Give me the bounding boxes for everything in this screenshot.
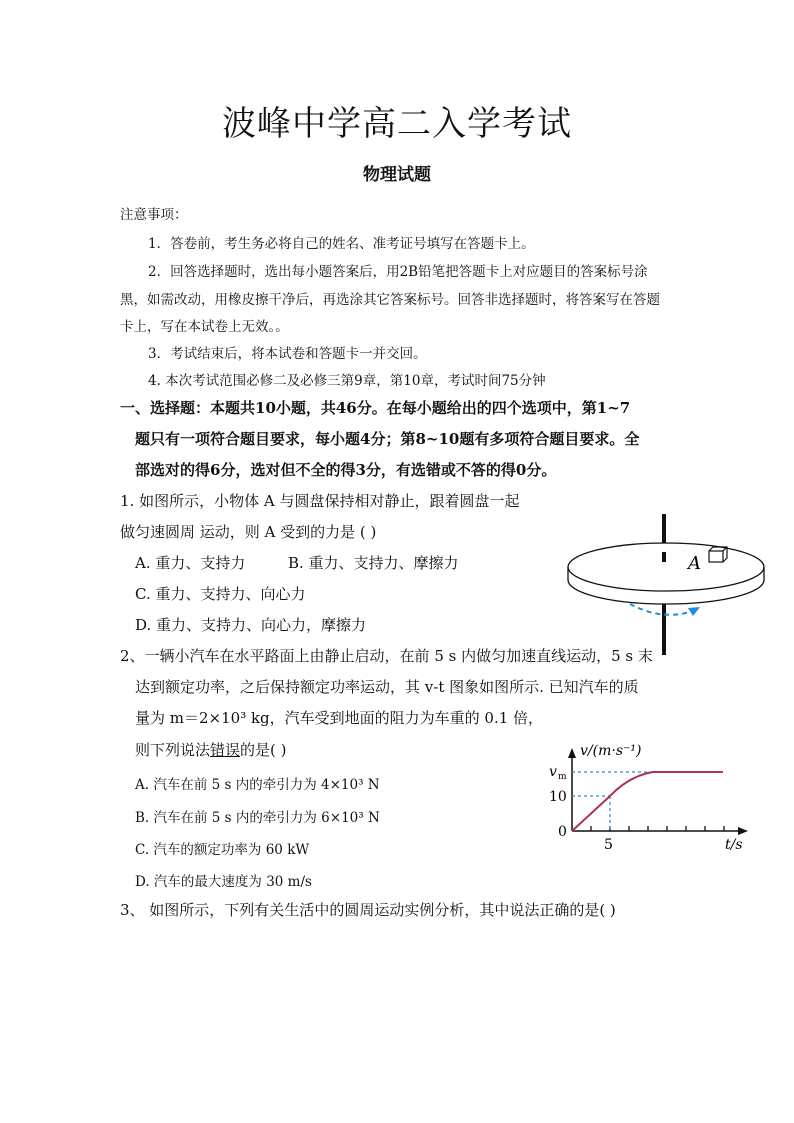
vt-graph	[545, 738, 760, 858]
q1-stem-line-2: 做匀速圆周 运动，则 A 受到的力是 ( )	[120, 523, 377, 541]
q2-option-b: B. 汽车在前 5 s 内的牵引力为 6×10³ N	[135, 810, 380, 826]
x-axis-arrow	[738, 827, 748, 835]
x-axis-label: t/s	[725, 837, 743, 853]
q1-option-b: B. 重力、支持力、摩擦力	[288, 554, 459, 572]
rotating-disk-figure	[560, 510, 780, 660]
disk-top	[568, 543, 764, 591]
note-2-line-1: 2．回答选择题时，选出每小题答案后，用2B铅笔把答题卡上对应题目的答案标号涂	[148, 264, 648, 280]
y-axis-label: v/(m·s⁻¹)	[580, 743, 642, 759]
origin-label: 0	[558, 824, 567, 840]
note-3: 3．考试结束后，将本试卷和答题卡一并交回。	[148, 346, 427, 362]
notes-heading: 注意事项：	[120, 207, 188, 223]
exam-title: 波峰中学高二入学考试	[222, 104, 572, 144]
note-2-line-3: 卡上，写在本试卷上无效。。	[120, 319, 289, 335]
q2-option-c: C. 汽车的额定功率为 60 kW	[135, 842, 310, 858]
q2-stem-line-3: 量为 m＝2×10³ kg，汽车受到地面的阻力为车重的 0.1 倍，	[135, 709, 544, 727]
rotation-arrowhead	[688, 607, 700, 616]
block-a-label: A	[688, 553, 701, 574]
q2-stem-line-2: 达到额定功率，之后保持额定功率运动，其 v-t 图象如图所示. 已知汽车的质	[135, 678, 639, 696]
velocity-curve	[572, 772, 723, 831]
q2-stem-line-1: 2、一辆小汽车在水平路面上由静止启动，在前 5 s 内做匀加速直线运动，5 s 末	[120, 647, 653, 665]
q2-option-a: A. 汽车在前 5 s 内的牵引力为 4×10³ N	[135, 777, 380, 793]
note-4: 4. 本次考试范围必修二及必修三第9章，第10章，考试时间75分钟	[148, 373, 546, 389]
q3-stem: 3、 如图所示，下列有关生活中的圆周运动实例分析，其中说法正确的是( )	[120, 901, 616, 919]
q2-stem-pre: 则下列说法	[135, 741, 211, 759]
q2-stem-underlined: 错误	[210, 741, 241, 759]
y-axis-arrow	[568, 748, 576, 758]
q2-stem-post: 的是( )	[240, 741, 287, 759]
section1-line-2: 题只有一项符合题目要求，每小题4分；第8~10题有多项符合题目要求。全	[135, 430, 640, 448]
note-2-line-2: 黑，如需改动，用橡皮擦干净后，再选涂其它答案标号。回答非选择题时，将答案写在答题	[120, 292, 660, 308]
section1-line-1: 一、选择题：本题共10小题，共46分。在每小题给出的四个选项中，第1~7	[120, 399, 631, 417]
section1-line-3: 部选对的得6分，选对但不全的得3分，有选错或不答的得0分。	[135, 461, 557, 479]
q1-option-c: C. 重力、支持力、向心力	[135, 585, 306, 603]
vm-subscript: m	[558, 772, 567, 782]
q2-option-d: D. 汽车的最大速度为 30 m/s	[135, 874, 312, 890]
q2-stem-line-4	[135, 739, 287, 760]
q1-stem-line-1: 1. 如图所示，小物体 A 与圆盘保持相对静止，跟着圆盘一起	[120, 492, 520, 510]
q1-option-d: D. 重力、支持力、向心力，摩擦力	[135, 616, 367, 634]
x-tick-5: 5	[604, 837, 613, 853]
q1-option-a: A. 重力、支持力	[135, 554, 246, 572]
note-1: 1．答卷前，考生务必将自己的姓名、准考证号填写在答题卡上。	[148, 236, 535, 252]
vm-label: v	[549, 764, 557, 780]
subject-title: 物理试题	[363, 165, 431, 185]
y-tick-10: 10	[549, 789, 567, 805]
